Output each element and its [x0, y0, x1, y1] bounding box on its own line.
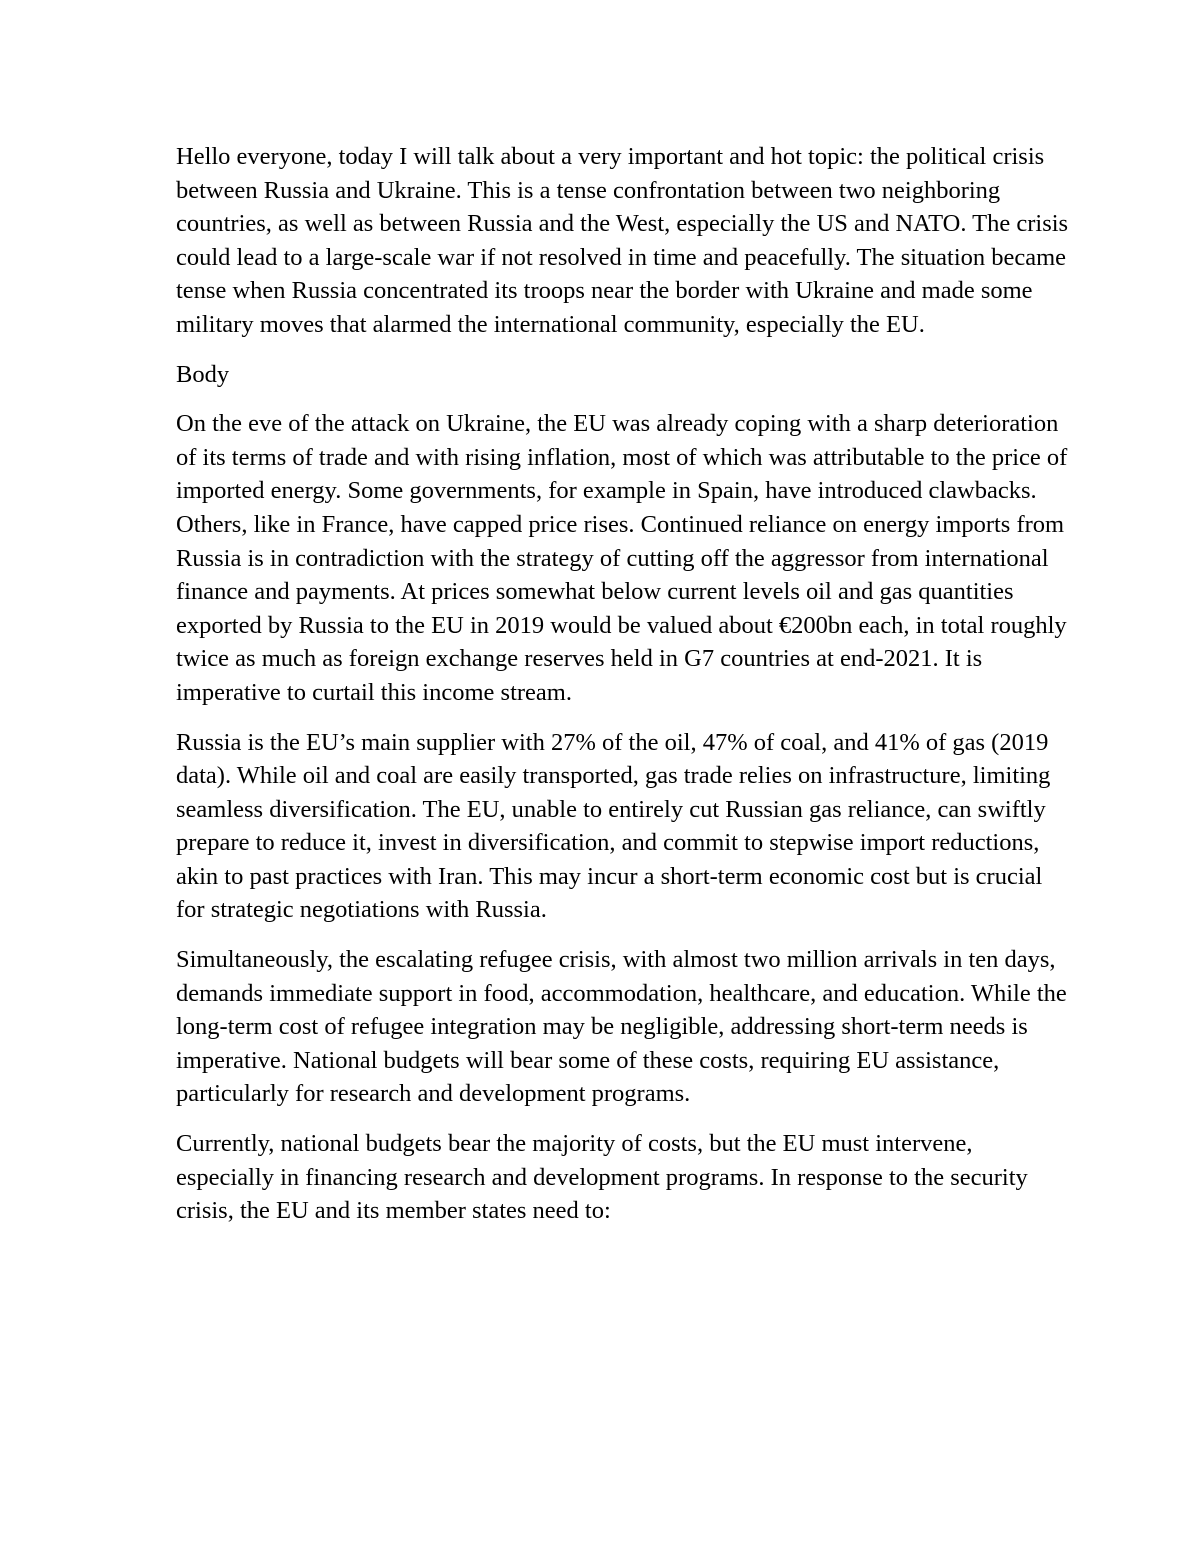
- paragraph-budgets: Currently, national budgets bear the majority of costs, but the EU must intervene, especially in financing research and development programs. In response to the security crisis, the EU and its member states need to:: [176, 1130, 1028, 1225]
- paragraph-energy: On the eve of the attack on Ukraine, the EU was already coping with a sharp deterioration of its terms of trade and with rising inflation, most of which was attributable to the price of imported energy. Some governments, for example in Spain, have introduced clawbacks. Others, like in France, have capped price rises. Continued reliance on energy imports from Russia is in contradiction with the strategy of cutting off the aggressor from international finance and payments. At prices somewhat below current levels oil and gas quantities exported by Russia to the EU in 2019 would be valued about €200bn each, in total roughly twice as much as foreign exchange reserves held in G7 countries at end-2021. It is imperative to curtail this income stream.: [176, 410, 1068, 706]
- paragraph-supplier: Russia is the EU’s main supplier with 27% of the oil, 47% of coal, and 41% of gas (2019 data). While oil and coal are easily transported, gas trade relies on infrastructure, limiting seamless diversification. The EU, unable to entirely cut Russian gas reliance, can swiftly prepare to reduce it, invest in diversification, and commit to stepwise import reductions, akin to past practices with Iran. This may incur a short-term economic cost but is crucial for strategic negotiations with Russia.: [176, 728, 1051, 924]
- body-heading: Body: [176, 360, 230, 388]
- intro-paragraph: Hello everyone, today I will talk about a very important and hot topic: the political crisis between Russia and Ukraine. This is a tense confrontation between two neighboring countries, as well as between Russia and the West, especially the US and NATO. The crisis could lead to a large-scale war if not resolved in time and peacefully. The situation became tense when Russia concentrated its troops near the border with Ukraine and made some military moves that alarmed the international community, especially the EU.: [176, 143, 1069, 338]
- document-body: [176, 140, 1076, 1244]
- paragraph-refugee: Simultaneously, the escalating refugee crisis, with almost two million arrivals in ten days, demands immediate support in food, accommodation, healthcare, and education. While the long-term cost of refugee integration may be negligible, addressing short-term needs is imperative. National budgets will bear some of these costs, requiring EU assistance, particularly for research and development programs.: [176, 946, 1067, 1108]
